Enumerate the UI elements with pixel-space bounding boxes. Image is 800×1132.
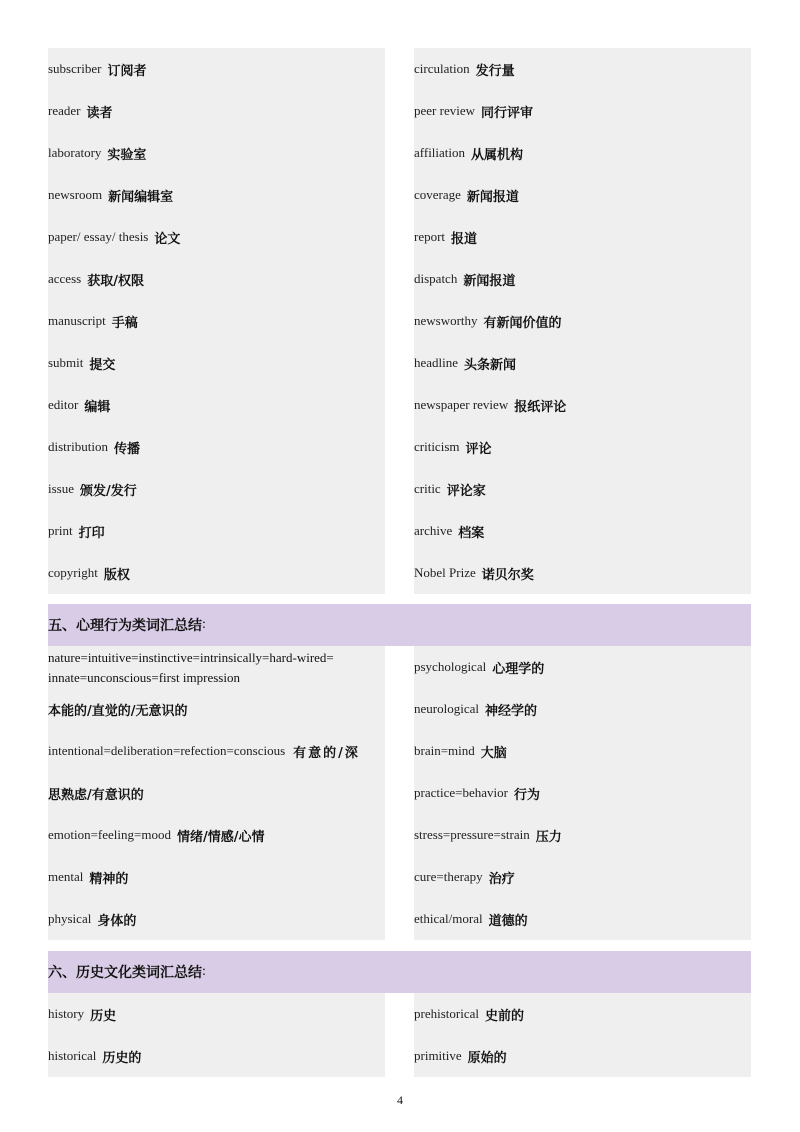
vocab-entry <box>414 688 751 730</box>
vocab-zh: 传播 <box>113 441 140 457</box>
vocab-zh: 压力 <box>535 829 562 845</box>
vocab-zh: 新闻报道 <box>466 189 519 205</box>
vocab-en: primitive <box>414 1048 462 1063</box>
vocab-en: subscriber <box>48 61 102 76</box>
vocab-entry <box>48 993 385 1035</box>
vocab-entry <box>48 688 385 730</box>
vocab-en: mental <box>48 869 84 884</box>
vocab-en: neurological <box>414 701 479 716</box>
vocab-entry <box>48 772 385 814</box>
section5-title: 五、心理行为类词汇总结 <box>48 618 202 634</box>
section5-left-column <box>48 646 385 940</box>
vocab-en: historical <box>48 1048 97 1063</box>
vocab-en: reader <box>48 103 81 118</box>
vocab-entry <box>414 132 751 174</box>
vocab-zh: 历史 <box>90 1008 117 1024</box>
vocab-entry <box>414 216 751 258</box>
vocab-zh: 大脑 <box>480 745 507 761</box>
vocab-en: copyright <box>48 565 98 580</box>
vocab-en: access <box>48 271 82 286</box>
vocab-en: distribution <box>48 439 108 454</box>
section6-left-column <box>48 993 385 1077</box>
vocab-en: history <box>48 1006 85 1021</box>
vocab-zh: 思熟虑/有意识的 <box>48 787 144 803</box>
section4-left-column <box>48 48 385 594</box>
vocab-en: brain=mind <box>414 743 475 758</box>
vocab-zh: 评论家 <box>446 483 486 499</box>
section5-heading <box>48 604 751 646</box>
vocab-entry <box>414 646 751 688</box>
vocab-entry <box>414 1035 751 1077</box>
section6-heading <box>48 951 751 993</box>
vocab-entry <box>414 856 751 898</box>
vocab-zh: 报道 <box>451 231 478 247</box>
page-number: 4 <box>397 1093 403 1107</box>
vocab-entry <box>48 856 385 898</box>
vocab-zh: 发行量 <box>475 63 515 79</box>
vocab-zh: 新闻编辑室 <box>108 189 174 205</box>
vocab-zh: 获取/权限 <box>87 273 144 289</box>
vocab-entry <box>48 216 385 258</box>
vocab-entry <box>414 426 751 468</box>
vocab-en: affiliation <box>414 145 466 160</box>
vocab-zh: 档案 <box>458 525 485 541</box>
vocab-entry <box>414 993 751 1035</box>
vocab-en: print <box>48 523 73 538</box>
vocab-en: physical <box>48 911 92 926</box>
vocab-en: prehistorical <box>414 1006 479 1021</box>
vocab-entry <box>48 814 385 856</box>
vocab-entry <box>414 174 751 216</box>
vocab-en: practice=behavior <box>414 785 508 800</box>
vocab-zh: 本能的/直觉的/无意识的 <box>48 703 188 719</box>
vocab-entry <box>48 1035 385 1077</box>
vocab-en: headline <box>414 355 459 370</box>
vocab-entry <box>48 174 385 216</box>
section6-colon: : <box>202 964 206 979</box>
vocab-entry <box>48 898 385 940</box>
vocab-entry <box>414 898 751 940</box>
vocab-en: intentional=deliberation=refection=conscious <box>48 743 286 758</box>
vocab-zh: 道德的 <box>488 913 528 929</box>
vocab-entry <box>48 730 385 772</box>
vocab-zh: 有意的/深 <box>293 745 360 761</box>
vocab-zh: 订阅者 <box>107 63 147 79</box>
vocab-zh: 身体的 <box>97 913 137 929</box>
vocab-entry <box>414 814 751 856</box>
vocab-en: cure=therapy <box>414 869 483 884</box>
vocab-zh: 论文 <box>154 231 181 247</box>
vocab-entry <box>48 48 385 90</box>
vocab-zh: 提交 <box>89 357 116 373</box>
vocab-zh: 版权 <box>103 567 130 583</box>
vocab-zh: 实验室 <box>107 147 147 163</box>
vocab-en: ethical/moral <box>414 911 483 926</box>
vocab-entry <box>48 342 385 384</box>
vocab-entry <box>48 258 385 300</box>
vocab-en: coverage <box>414 187 461 202</box>
vocab-en: dispatch <box>414 271 458 286</box>
vocab-en: circulation <box>414 61 470 76</box>
vocab-zh: 行为 <box>513 787 540 803</box>
vocab-entry <box>48 646 385 688</box>
section6-right-column <box>414 993 751 1077</box>
vocab-en: peer review <box>414 103 475 118</box>
vocab-zh: 新闻报道 <box>463 273 516 289</box>
vocab-entry <box>414 342 751 384</box>
vocab-entry <box>414 258 751 300</box>
vocab-entry <box>48 90 385 132</box>
vocab-zh: 颁发/发行 <box>80 483 137 499</box>
vocab-entry <box>48 300 385 342</box>
vocab-zh: 打印 <box>78 525 105 541</box>
vocab-zh: 原始的 <box>467 1050 507 1066</box>
vocab-entry <box>48 552 385 594</box>
vocab-entry <box>414 772 751 814</box>
vocab-en: archive <box>414 523 453 538</box>
vocab-entry <box>414 300 751 342</box>
vocab-en: Nobel Prize <box>414 565 476 580</box>
vocab-en: submit <box>48 355 84 370</box>
section5-colon: : <box>202 617 206 632</box>
vocab-en: emotion=feeling=mood <box>48 827 171 842</box>
vocab-zh: 心理学的 <box>492 661 545 677</box>
vocab-en: newsworthy <box>414 313 478 328</box>
vocab-en: stress=pressure=strain <box>414 827 530 842</box>
vocab-en: newspaper review <box>414 397 509 412</box>
section6-title: 六、历史文化类词汇总结 <box>48 965 202 981</box>
vocab-zh: 报纸评论 <box>514 399 567 415</box>
vocab-en: newsroom <box>48 187 103 202</box>
vocab-en: innate=unconscious=first impression <box>48 670 240 685</box>
vocab-entry <box>48 426 385 468</box>
vocab-entry <box>414 730 751 772</box>
vocab-en: editor <box>48 397 79 412</box>
vocab-en: critic <box>414 481 441 496</box>
vocab-zh: 同行评审 <box>481 105 534 121</box>
vocab-zh: 头条新闻 <box>464 357 517 373</box>
vocab-zh: 精神的 <box>89 871 129 887</box>
vocab-entry <box>48 510 385 552</box>
vocab-zh: 神经学的 <box>484 703 537 719</box>
vocab-entry <box>414 48 751 90</box>
vocab-entry <box>414 510 751 552</box>
vocab-zh: 手稿 <box>111 315 138 331</box>
vocab-zh: 评论 <box>465 441 492 457</box>
vocab-en: criticism <box>414 439 460 454</box>
vocab-zh: 治疗 <box>488 871 515 887</box>
vocab-entry <box>414 552 751 594</box>
vocab-entry <box>414 384 751 426</box>
vocab-entry <box>414 90 751 132</box>
vocab-zh: 史前的 <box>484 1008 524 1024</box>
section5-right-column <box>414 646 751 940</box>
vocab-zh: 诺贝尔奖 <box>481 567 534 583</box>
section4-right-column <box>414 48 751 594</box>
vocab-en: laboratory <box>48 145 102 160</box>
vocab-en: psychological <box>414 659 487 674</box>
vocab-entry <box>48 132 385 174</box>
vocab-entry <box>414 468 751 510</box>
vocab-zh: 情绪/情感/心情 <box>176 829 265 845</box>
vocab-zh: 从属机构 <box>471 147 524 163</box>
vocab-zh: 有新闻价值的 <box>483 315 562 331</box>
vocab-en: report <box>414 229 446 244</box>
vocab-en: paper/ essay/ thesis <box>48 229 149 244</box>
vocab-entry <box>48 468 385 510</box>
vocab-entry <box>48 384 385 426</box>
vocab-en: nature=intuitive=instinctive=intrinsically=hard-wired= <box>48 650 334 665</box>
vocab-en: manuscript <box>48 313 106 328</box>
vocab-en: issue <box>48 481 74 496</box>
vocab-zh: 编辑 <box>84 399 111 415</box>
vocab-zh: 读者 <box>86 105 113 121</box>
vocab-zh: 历史的 <box>102 1050 142 1066</box>
